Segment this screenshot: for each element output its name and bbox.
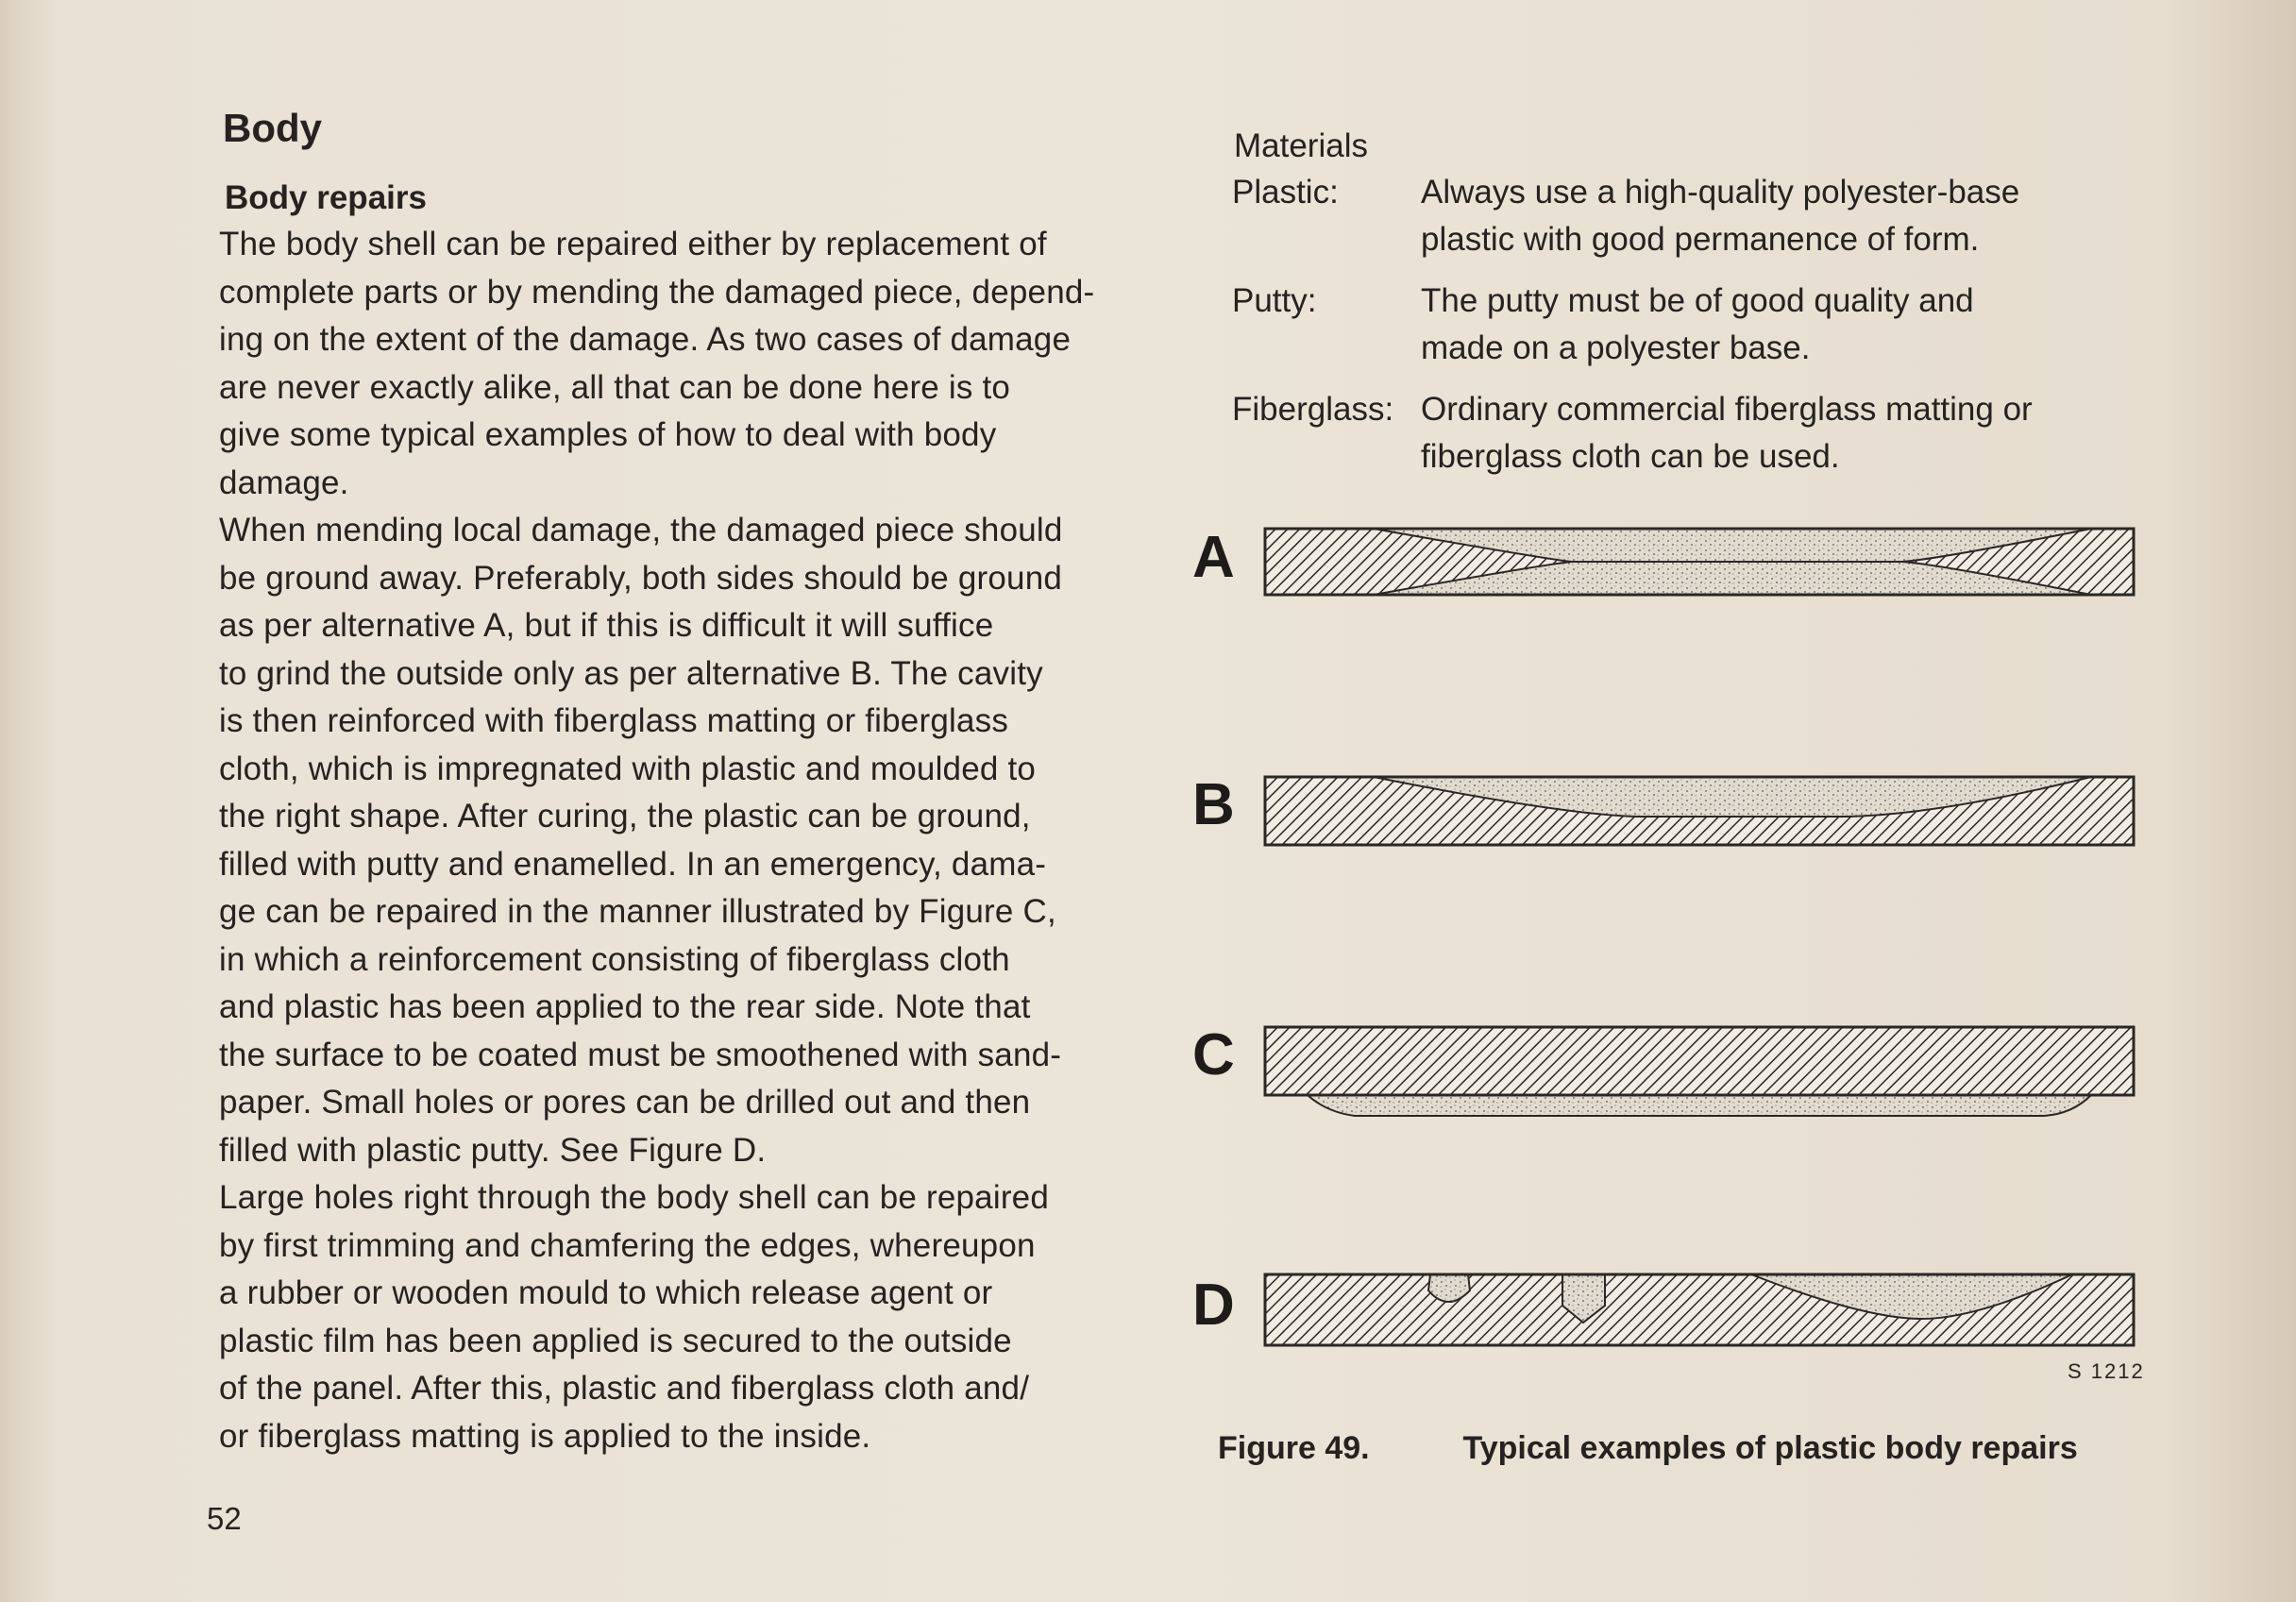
material-term: Putty: [1232, 282, 1317, 319]
diagram-a [1185, 519, 2143, 614]
subsection-heading: Body repairs [225, 179, 427, 216]
paragraph-local-damage: When mending local damage, the damaged piece should be ground away. Preferably, both sides should be ground as per alternative A, but if this is difficult it will suffice to grind the outside only as per alternative B. The cavity is then reinforced with fiberglass matting or fiberglass cloth, which is impregnated with plastic and moulded to the right shape. After curing, the plastic can be ground, filled with putty and enamelled. In an emergency, dama- ge can be repaired in the manner illustrated by Figure C, in which a reinforcement consisting of fiberglass cloth and plastic has been applied to the rear side. Note that the surface to be coated must be smoothened with sand- paper. Small holes or pores can be drilled out and then filled with plastic putty. See Figure D. [219, 512, 1063, 1169]
filled-holes-repair-icon [1260, 1270, 2138, 1355]
diagram-label: B [1192, 772, 1235, 837]
figure-caption [1218, 1430, 2078, 1467]
diagram-c [1185, 1020, 2143, 1123]
material-term: Plastic: [1232, 174, 1339, 211]
figure-title: Typical examples of plastic body repairs [1462, 1430, 2078, 1466]
diagram-label: C [1192, 1022, 1235, 1088]
material-description: Always use a high-quality polyester-base plastic with good permanence of form. [1421, 174, 2020, 258]
rear-side-reinforcement-icon [1260, 1020, 2138, 1119]
double-sided-ground-repair-icon [1260, 519, 2138, 604]
diagram-b [1185, 769, 2143, 864]
page-number: 52 [207, 1501, 242, 1536]
figure-number: Figure 49. [1218, 1430, 1370, 1466]
section-heading: Body [223, 106, 322, 150]
material-fiberglass [1232, 386, 2176, 481]
sheet-code: S 1212 [2068, 1359, 2145, 1383]
materials-section [1232, 127, 2176, 495]
paragraph-intro: The body shell can be repaired either by replacement of complete parts or by mending the damaged piece, depend- ing on the extent of the damage. As two cases of damage are never exactly alike, all that can be done here is to give some typical examples of how to deal with body damage. [219, 226, 1095, 501]
material-description: Ordinary commercial fiberglass matting or fiberglass cloth can be used. [1421, 391, 2033, 475]
diagram-d [1185, 1270, 2143, 1364]
left-column [219, 106, 1182, 1460]
materials-title: Materials [1234, 127, 1368, 164]
outside-ground-repair-icon [1260, 769, 2138, 854]
material-putty [1232, 278, 2176, 372]
material-description: The putty must be of good quality and made on a polyester base. [1421, 282, 1974, 366]
paragraph-large-holes: Large holes right through the body shell can be repaired by first trimming and chamfering the edges, whereupon a rubber or wooden mould to which release agent or plastic film has been applied is secured to the outside of the panel. After this, plastic and fiberglass cloth and/ or fiberglass matting is applied to the inside. [219, 1179, 1050, 1455]
body-text [219, 221, 1182, 1460]
diagram-label: A [1192, 525, 1235, 590]
material-plastic [1232, 169, 2176, 263]
material-term: Fiberglass: [1232, 391, 1394, 428]
diagram-label: D [1192, 1273, 1235, 1338]
